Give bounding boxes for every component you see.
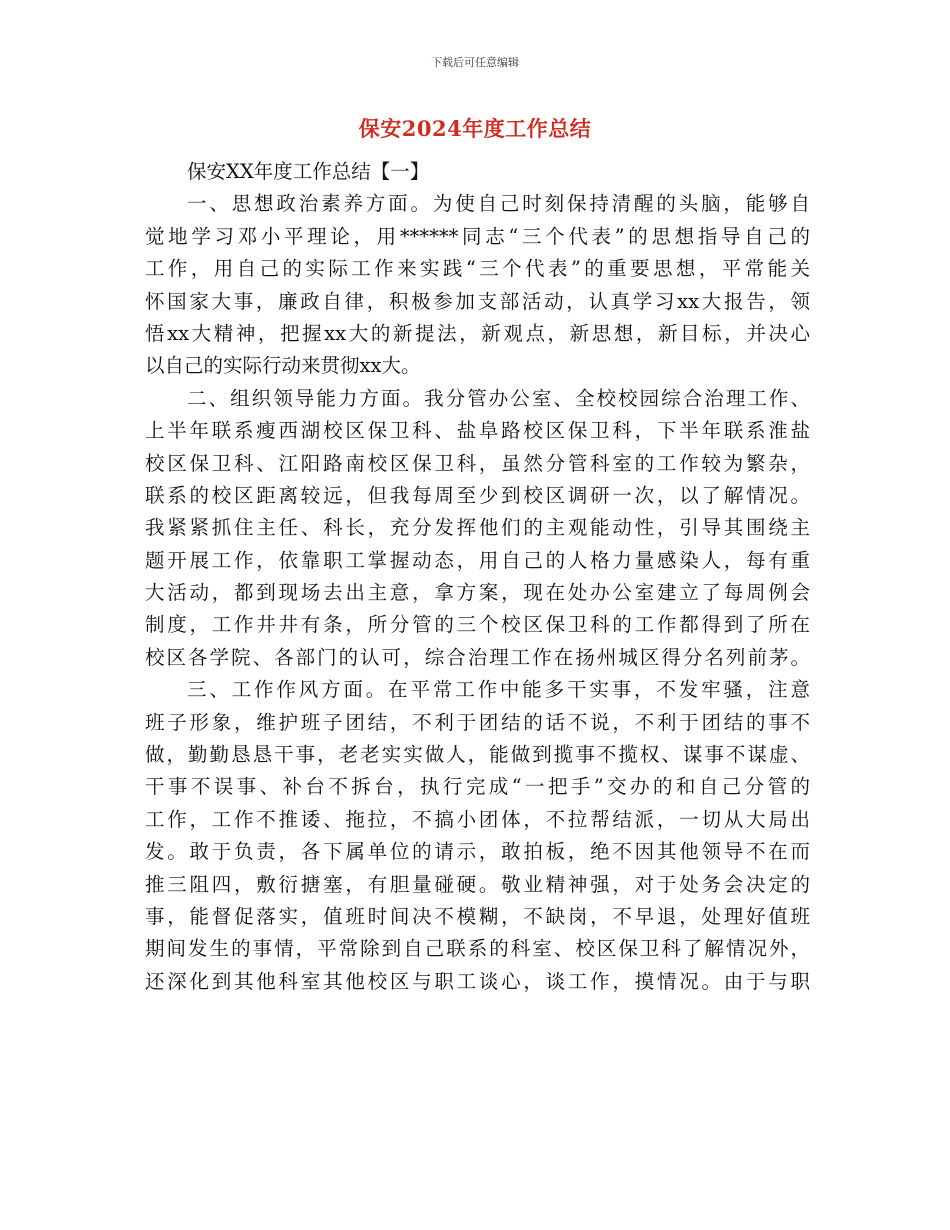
text-line: 以自己的实际行动来贯彻xx大。 — [145, 354, 421, 378]
text-line: 上半年联系瘦西湖校区保卫科、盐阜路校区保卫科，下半年联系淮盐 — [145, 419, 810, 443]
text-line: 大活动，都到现场去出主意，拿方案，现在处办公室建立了每周例会 — [145, 581, 810, 605]
text-line: 工作，用自己的实际工作来实践“三个代表”的重要思想，平常能关 — [145, 257, 810, 281]
text-line: 制度，工作井井有条，所分管的三个校区保卫科的工作都得到了所在 — [145, 613, 810, 637]
text-line: 校区各学院、各部门的认可，综合治理工作在扬州城区得分名列前茅。 — [145, 645, 810, 669]
text-line: 发。敢于负责，各下属单位的请示，敢拍板，绝不因其他领导不在而 — [145, 840, 810, 864]
text-line: 觉地学习邓小平理论，用******同志“三个代表”的思想指导自己的 — [145, 224, 810, 248]
text-line: 保安XX年度工作总结【一】 — [187, 160, 430, 183]
text-line: 干事不误事、补台不拆台，执行完成“一把手”交办的和自己分管的 — [145, 775, 810, 799]
text-line: 悟xx大精神，把握xx大的新提法，新观点，新思想，新目标，并决心 — [145, 321, 810, 345]
text-line: 一、思想政治素养方面。为使自己时刻保持清醒的头脑，能够自 — [187, 192, 810, 216]
text-line: 联系的校区距离较远，但我每周至少到校区调研一次，以了解情况。 — [145, 483, 810, 507]
document-body — [145, 156, 810, 998]
header-note: 下载后可任意编辑 — [431, 56, 519, 69]
text-line: 推三阻四，敷衍搪塞，有胆量碰硬。敬业精神强，对于处务会决定的 — [145, 872, 810, 896]
text-line: 二、组织领导能力方面。我分管办公室、全校校园综合治理工作、 — [187, 386, 810, 410]
text-line: 题开展工作，依靠职工掌握动态，用自己的人格力量感染人，每有重 — [145, 548, 810, 572]
text-line: 期间发生的事情，平常除到自己联系的科室、校区保卫科了解情况外， — [145, 937, 810, 961]
text-line: 工作，工作不推诿、拖拉，不搞小团体，不拉帮结派，一切从大局出 — [145, 807, 810, 831]
text-line: 班子形象，维护班子团结，不利于团结的话不说，不利于团结的事不 — [145, 710, 810, 734]
text-line: 怀国家大事，廉政自律，积极参加支部活动，认真学习xx大报告，领 — [145, 289, 810, 313]
text-line: 校区保卫科、江阳路南校区保卫科，虽然分管科室的工作较为繁杂， — [145, 451, 810, 475]
document-title: 保安2024年度工作总结 — [358, 116, 592, 141]
text-line: 三、工作作风方面。在平常工作中能多干实事，不发牢骚，注意 — [187, 678, 810, 702]
text-line: 还深化到其他科室其他校区与职工谈心，谈工作，摸情况。由于与职 — [145, 969, 810, 993]
text-line: 事，能督促落实，值班时间决不模糊，不缺岗，不早退，处理好值班 — [145, 904, 810, 928]
text-line: 我紧紧抓住主任、科长，充分发挥他们的主观能动性，引导其围绕主 — [145, 516, 810, 540]
text-line: 做，勤勤恳恳干事，老老实实做人，能做到揽事不揽权、谋事不谋虚、 — [145, 743, 810, 767]
